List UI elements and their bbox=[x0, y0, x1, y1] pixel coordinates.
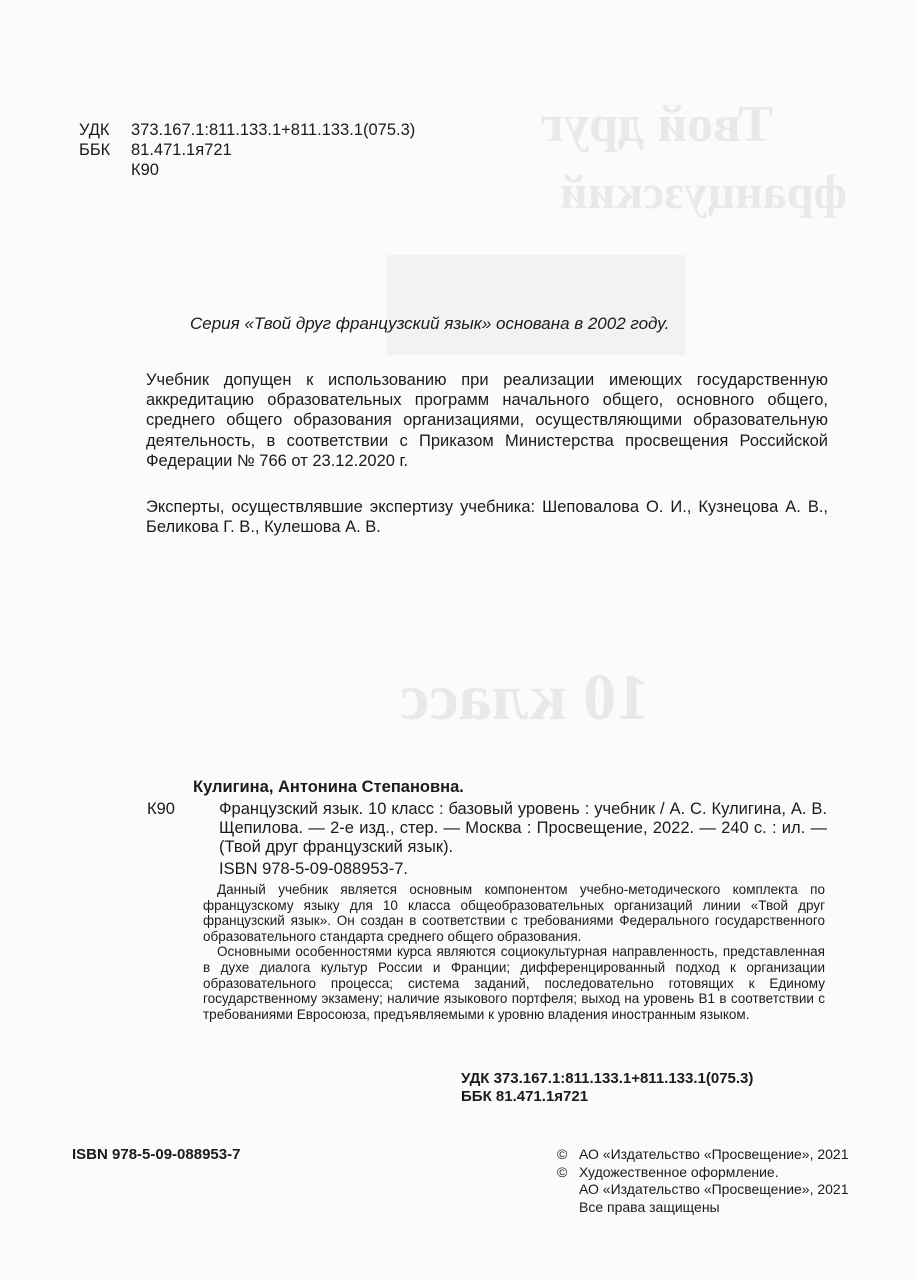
copyright-icon: © bbox=[557, 1146, 568, 1162]
series-note: Серия «Твой друг французский язык» основана в 2002 году. bbox=[190, 314, 670, 333]
show-through-title: французский bbox=[560, 166, 847, 219]
annotation-paragraph: Данный учебник является основным компонентом учебно-методического комплекта по французскому языку для 10 класса общеобразовательных организаций линии «Твой друг французский язык». Он создан в соответствии с требованиями Федерального государственного образовательного стандарта среднего общего образования. bbox=[203, 882, 825, 944]
bib-description: Французский язык. 10 класс : базовый уровень : учебник / А. С. Кулигина, А. В. Щепилова. — 2-е изд., стер. — Москва : Просвещение, 2022. — 240 с. : ил. — (Твой друг французский язык). bbox=[219, 800, 827, 857]
udk-value: 373.167.1:811.133.1+811.133.1(075.3) bbox=[131, 121, 416, 139]
show-through-grade: 10 класс bbox=[400, 661, 650, 734]
classification-block bbox=[79, 120, 415, 180]
author-mark-row bbox=[79, 160, 415, 180]
bib-isbn: ISBN 978-5-09-088953-7. bbox=[219, 860, 408, 878]
copyright-text: Художественное оформление. bbox=[579, 1163, 779, 1180]
copyright-line bbox=[557, 1146, 849, 1164]
approval-paragraph: Учебник допущен к использованию при реализации имеющих государственную аккредитацию образовательных программ начального общего, основного общего, среднего общего образования организациями, осуществляющими образовательную деятельность, в соответствии с Приказом Министерства просвещения Российской Федерации № 766 от 23.12.2020 г. bbox=[146, 371, 828, 470]
bbk-value: 81.471.1я721 bbox=[131, 141, 232, 159]
copyright-block bbox=[557, 1146, 849, 1216]
footer-bbk: ББК 81.471.1я721 bbox=[461, 1088, 589, 1105]
copyright-text: АО «Издательство «Просвещение», 2021 bbox=[579, 1181, 849, 1197]
annotation-paragraph: Основными особенностями курса являются социокультурная направленность, представленная в духе диалога культур России и Франции; дифференцированный подход к организации образовательного процесса; система заданий, последовательно готовящих к Единому государственному экзамену; наличие языкового портфеля; выход на уровень B1 в соответствии с требованиями Евросоюза, предъявляемыми к уровню владения иностранным языком. bbox=[203, 944, 825, 1022]
copyright-text: АО «Издательство «Просвещение», 2021 bbox=[579, 1146, 849, 1162]
bib-author-mark: К90 bbox=[147, 800, 175, 818]
udk-row bbox=[79, 120, 415, 140]
bbk-label: ББК bbox=[79, 141, 111, 159]
footer-udk: УДК 373.167.1:811.133.1+811.133.1(075.3) bbox=[461, 1070, 754, 1087]
bib-author-heading: Кулигина, Антонина Степановна. bbox=[193, 778, 464, 796]
annotation bbox=[203, 882, 825, 1022]
bbk-row bbox=[79, 140, 415, 160]
show-through-title: Твой друг bbox=[540, 96, 773, 153]
copyright-icon: © bbox=[557, 1163, 568, 1180]
udk-label: УДК bbox=[79, 121, 110, 139]
show-through-band bbox=[386, 255, 686, 355]
footer-classification bbox=[461, 1070, 753, 1106]
rights-reserved: Все права защищены bbox=[579, 1198, 720, 1215]
experts-paragraph: Эксперты, осуществлявшие экспертизу учебника: Шеповалова О. И., Кузнецова А. В., Беликова Г. В., Кулешова А. В. bbox=[146, 498, 828, 537]
copyright-line bbox=[557, 1164, 849, 1182]
footer-isbn: ISBN 978-5-09-088953-7 bbox=[72, 1146, 241, 1163]
author-mark: К90 bbox=[131, 161, 159, 179]
